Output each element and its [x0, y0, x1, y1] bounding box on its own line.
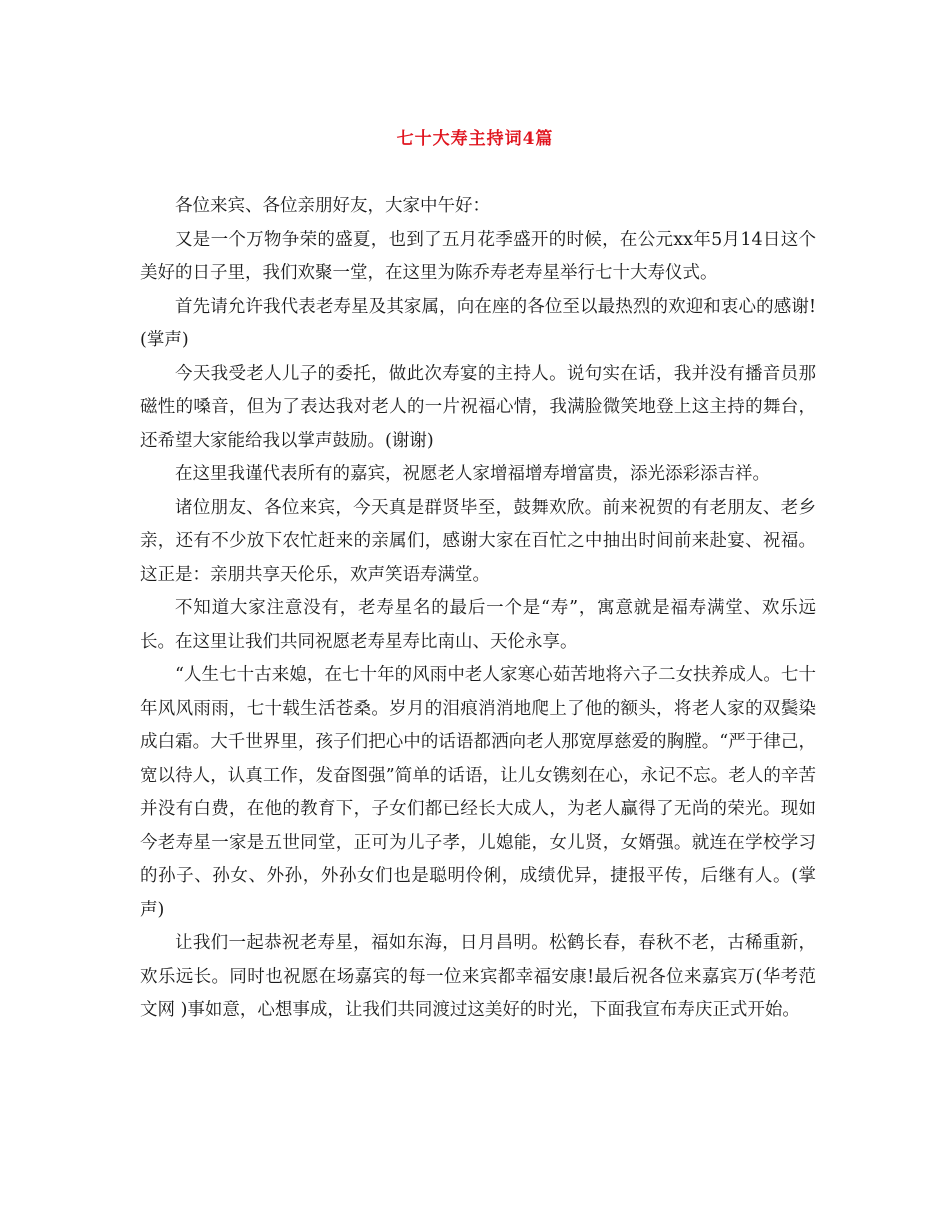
- paragraph-name-meaning: 不知道大家注意没有，老寿星名的最后一个是“寿”，寓意就是福寿满堂、欢乐远长。在这里让我们共同祝愿老寿星寿比南山、天伦永享。: [140, 598, 816, 652]
- paragraph-blessing: 在这里我谨代表所有的嘉宾，祝愿老人家增福增寿增富贵，添光添彩添吉祥。: [175, 464, 770, 484]
- paragraph-welcome: 首先请允许我代表老寿星及其家属，向在座的各位至以最热烈的欢迎和衷心的感谢!(掌声): [140, 296, 816, 350]
- paragraph-host-intro: 今天我受老人儿子的委托，做此次寿宴的主持人。说句实在话，我并没有播音员那磁性的嗓音，但为了表达我对老人的一片祝福心情，我满脸微笑地登上这主持的舞台，还希望大家能给我以掌声鼓励。(谢谢): [140, 363, 816, 451]
- paragraph-guests: 诸位朋友、各位来宾，今天真是群贤毕至，鼓舞欢欣。前来祝贺的有老朋友、老乡亲，还有不少放下农忙赶来的亲属们，感谢大家在百忙之中抽出时间前来赴宴、祝福。这正是：亲朋共享天伦乐，欢声笑语寿满堂。: [140, 497, 816, 585]
- paragraph-greeting: 各位来宾、各位亲朋好友，大家中午好：: [175, 196, 490, 216]
- document-body: [140, 190, 816, 1028]
- paragraph-life-story: “人生七十古来媳，在七十年的风雨中老人家寒心茹苦地将六子二女扶养成人。七十年风风雨雨，七十载生活苍桑。岁月的泪痕消消地爬上了他的额头，将老人家的双鬓染成白霜。大千世界里，孩子们把心中的话语都洒向老人那宽厚慈爱的胸膛。“严于律己，宽以待人，认真工作，发奋图强”简单的话语，让儿女镌刻在心，永记不忘。老人的辛苦并没有白费，在他的教育下，子女们都已经长大成人，为老人赢得了无尚的荣光。现如今老寿星一家是五世同堂，正可为儿子孝，儿媳能，女儿贤，女婿强。就连在学校学习的孙子、孙女、外孙，外孙女们也是聪明伶俐，成绩优异，捷报平传，后继有人。(掌声): [140, 665, 816, 920]
- document-title: 七十大寿主持词4篇: [396, 129, 554, 149]
- paragraph-closing: 让我们一起恭祝老寿星，福如东海，日月昌明。松鹤长春，春秋不老，古稀重新，欢乐远长。同时也祝愿在场嘉宾的每一位来宾都幸福安康!最后祝各位来嘉宾万(华考范文网 )事如意，心想事成，让我们共同渡过这美好的时光，下面我宣布寿庆正式开始。: [140, 933, 816, 1020]
- paragraph-opening: 又是一个万物争荣的盛夏，也到了五月花季盛开的时候，在公元xx年5月14日这个美好的日子里，我们欢聚一堂，在这里为陈乔寿老寿星举行七十大寿仪式。: [140, 229, 816, 283]
